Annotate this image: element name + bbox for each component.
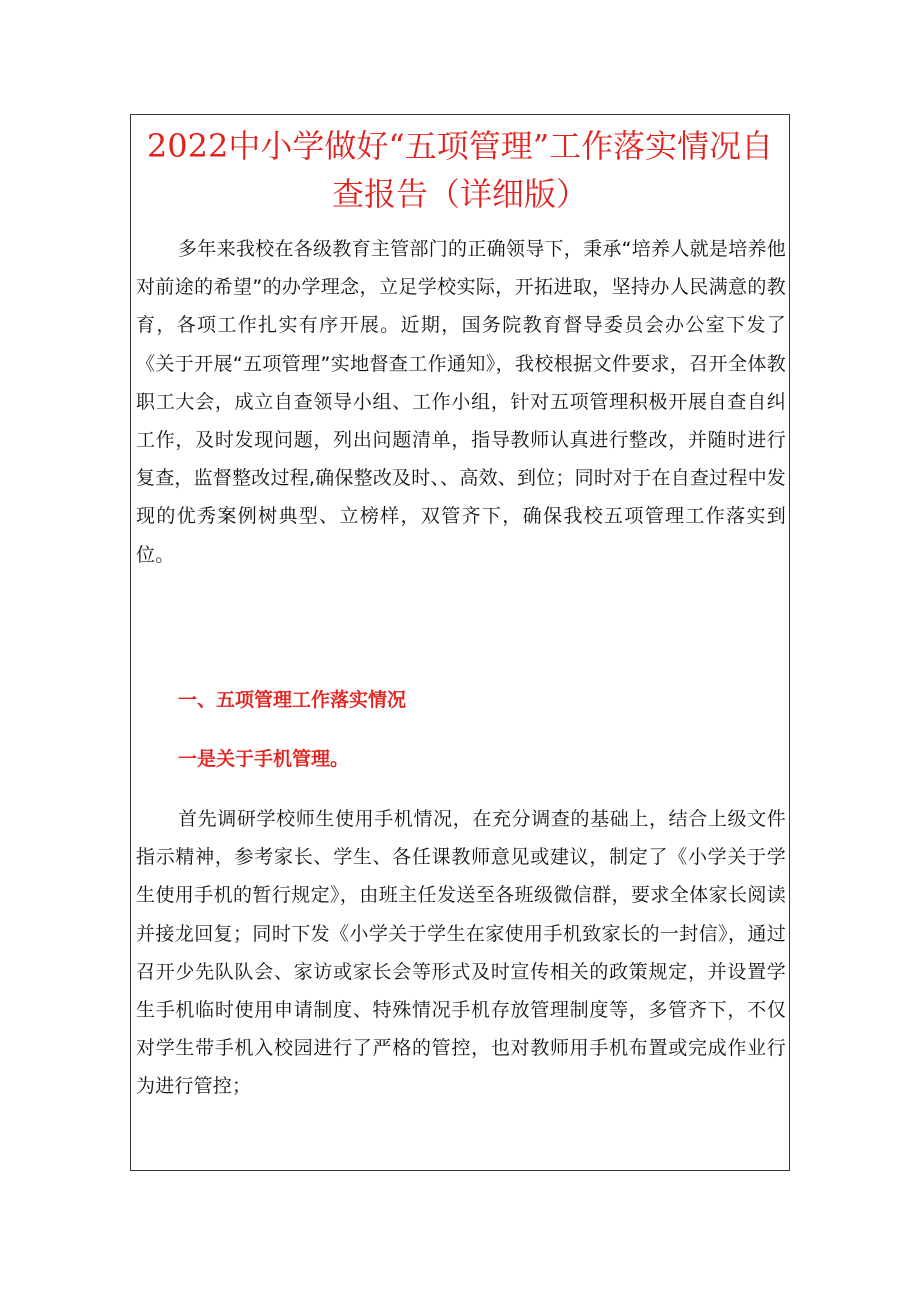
document-title: 2022中小学做好“五项管理”工作落实情况自查报告（详细版） [146, 127, 774, 213]
phone-management-paragraph: 首先调研学校师生使用手机情况，在充分调查的基础上，结合上级文件指示精神，参考家长、学生、各任课教师意见或建议，制定了《小学关于学生使用手机的暂行规定》，由班主任发送至各班级微信群，要求全体家长阅读并接龙回复；同时下发《小学关于学生在家使用手机致家长的一封信》，通过召开少先队队会、家访或家长会等形式及时宣传相关的政策规定，并设置学生手机临时使用申请制度、特殊情况手机存放管理制度等，多管齐下，不仅对学生带手机入校园进行了严格的管控，也对教师用手机布置或完成作业行为进行管控； [136, 808, 786, 1098]
subsection-heading-phone-management: 一是关于手机管理。 [178, 748, 350, 770]
section-heading-five-management: 一、五项管理工作落实情况 [178, 689, 407, 711]
intro-paragraph: 多年来我校在各级教育主管部门的正确领导下，秉承“培养人就是培养他对前途的希望”的办学理念，立足学校实际，开拓进取，坚持办人民满意的教育，各项工作扎实有序开展。近期，国务院教育督导委员会办公室下发了《关于开展“五项管理”实地督查工作通知》，我校根据文件要求，召开全体教职工大会，成立自查领导小组、工作小组，针对五项管理积极开展自查自纠工作，及时发现问题，列出问题清单，指导教师认真进行整改，并随时进行复查，监督整改过程,确保整改及时、、高效、到位；同时对于在自查过程中发现的优秀案例树典型、立榜样，双管齐下，确保我校五项管理工作落实到位。 [136, 238, 786, 566]
